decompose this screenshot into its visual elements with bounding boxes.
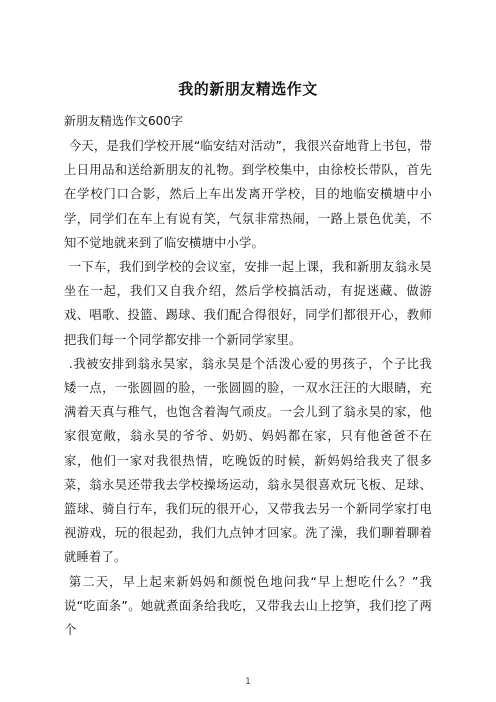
paragraph-1: 今天，是我们学校开展“临安结对活动”，我很兴奋地背上书包，带上日用品和送给新朋友的礼物。到学校集中，由徐校长带队，首先在学校门口合影，然后上车出发离开学校，目的地临安横塘中小学，同学们在车上有说有笑，气氛非常热闹，一路上景色优美，不知不觉地就来到了临安横塘中小学。 (64, 139, 432, 250)
page-number: 1 (245, 677, 251, 687)
document-title: 我的新朋友精选作文 (178, 80, 318, 98)
document-subtitle: 新朋友精选作文600字 (64, 114, 183, 128)
paragraph-4: 第二天，早上起来新妈妈和颜悦色地问我“早上想吃什么？”我说“吃面条”。她就煮面条给我吃，又带我去山上挖笋，我们挖了两个 (64, 574, 432, 638)
paragraph-3: .我被安排到翁永昊家，翁永昊是个活泼心爱的男孩子，个子比我矮一点，一张圆圆的脸，一张圆圆的脸，一双水汪汪的大眼睛，充满着天真与稚气，也饱含着淘气顽皮。一会儿到了翁永昊的家，他家很宽敞，翁永昊的爷爷、奶奶、妈妈都在家，只有他爸爸不在家，他们一家对我很热情，吃晚饭的时候，新妈妈给我夹了很多菜，翁永昊还带我去学校操场运动，翁永昊很喜欢玩飞板、足球、篮球、骑自行车，我们玩的很开心，又带我去另一个新同学家打电视游戏，玩的很起劲，我们九点钟才回家。洗了澡，我们聊着聊着就睡着了。 (64, 356, 432, 565)
paragraph-2: 一下车，我们到学校的会议室，安排一起上课，我和新朋友翁永昊坐在一起，我们又自我介绍，然后学校搞活动，有捉迷藏、做游戏、唱歌、投篮、踢球、我们配合得很好，同学们都很开心，教师把我们每一个同学都安排一个新同学家里。 (64, 260, 432, 347)
document-body (64, 134, 432, 642)
